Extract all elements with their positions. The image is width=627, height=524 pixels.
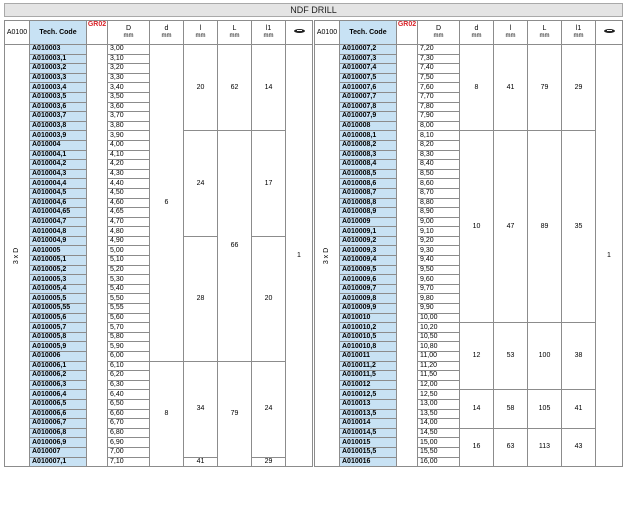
header-L-label: L (232, 25, 237, 32)
header-l-label: l (509, 25, 512, 32)
overall-length-L: 62 (218, 45, 252, 131)
tech-code: A010006,1 (30, 361, 87, 371)
tech-code: A010008,6 (340, 179, 397, 189)
tech-code: A010006,7 (30, 419, 87, 429)
header-d (460, 21, 494, 45)
diameter-D: 6,00 (108, 352, 150, 362)
tech-code: A010013 (340, 399, 397, 409)
diameter-D: 5,90 (108, 342, 150, 352)
tech-code: A010003,8 (30, 121, 87, 131)
header-l1-label: l1 (265, 25, 272, 32)
header-icon (286, 21, 313, 45)
overall-length-L: 113 (528, 428, 562, 466)
table-row (315, 45, 623, 55)
tech-code: A010010,5 (340, 332, 397, 342)
header-D-label: D (435, 25, 442, 32)
header-l-unit: mm (195, 33, 206, 39)
header-D-unit: mm (433, 33, 444, 39)
tech-code: A010009,3 (340, 246, 397, 256)
tech-code: A010003 (30, 45, 87, 55)
header-L-unit: mm (539, 33, 550, 39)
shank-d: 6 (150, 45, 184, 362)
header-l1-unit: mm (263, 33, 274, 39)
flute-length-l: 53 (494, 323, 528, 390)
diameter-D: 7,70 (418, 92, 460, 102)
diameter-D: 3,30 (108, 73, 150, 83)
tech-code: A010004 (30, 140, 87, 150)
tech-code: A010006,4 (30, 390, 87, 400)
tech-code: A010005,5 (30, 294, 87, 304)
diameter-D: 5,55 (108, 304, 150, 314)
diameter-D: 4,40 (108, 179, 150, 189)
diameter-D: 9,30 (418, 246, 460, 256)
tech-code: A010012,5 (340, 390, 397, 400)
header-l (184, 21, 218, 45)
flute-length-l: 41 (494, 45, 528, 131)
tech-code: A010007,8 (340, 102, 397, 112)
tech-code: A010007,1 (30, 457, 87, 467)
diameter-D: 5,70 (108, 323, 150, 333)
length-l1: 43 (562, 428, 596, 466)
diameter-D: 5,50 (108, 294, 150, 304)
tech-code: A010004,4 (30, 179, 87, 189)
tech-code: A010004,7 (30, 217, 87, 227)
tech-code: A010005,8 (30, 332, 87, 342)
tech-code: A010008,3 (340, 150, 397, 160)
grade-cell (397, 45, 418, 467)
series-code: A0100 (5, 21, 30, 45)
tech-code: A010008,2 (340, 140, 397, 150)
tech-code: A010005,1 (30, 256, 87, 266)
diameter-D: 7,30 (418, 54, 460, 64)
diameter-D: 4,80 (108, 227, 150, 237)
diameter-D: 9,00 (418, 217, 460, 227)
header-grade: GR02 (87, 21, 108, 45)
tech-code: A010015,5 (340, 447, 397, 457)
tech-code: A010008 (340, 121, 397, 131)
header-L-unit: mm (229, 33, 240, 39)
length-l1: 24 (252, 361, 286, 457)
tech-code: A010009,7 (340, 284, 397, 294)
flute-length-l: 63 (494, 428, 528, 466)
tech-code: A010009,5 (340, 265, 397, 275)
diameter-D: 3,40 (108, 83, 150, 93)
tech-code: A010004,3 (30, 169, 87, 179)
tech-code: A010003,3 (30, 73, 87, 83)
tech-code: A010013,5 (340, 409, 397, 419)
diameter-D: 6,30 (108, 380, 150, 390)
shank-d: 8 (150, 361, 184, 467)
tech-code: A010007,4 (340, 64, 397, 74)
tech-code: A010003,4 (30, 83, 87, 93)
diameter-D: 10,00 (418, 313, 460, 323)
diameter-D: 3,50 (108, 92, 150, 102)
diameter-D: 7,10 (108, 457, 150, 467)
side-label (315, 45, 340, 467)
diameter-D: 9,60 (418, 275, 460, 285)
flute-length-l: 47 (494, 131, 528, 323)
header-D (108, 21, 150, 45)
table-row (315, 323, 623, 333)
diameter-D: 7,90 (418, 112, 460, 122)
drill-table-left (4, 20, 312, 517)
diameter-D: 6,90 (108, 438, 150, 448)
diameter-D: 4,10 (108, 150, 150, 160)
tech-code: A010004,9 (30, 236, 87, 246)
tech-code: A010009,6 (340, 275, 397, 285)
tech-code: A010003,2 (30, 64, 87, 74)
series-code: A0100 (315, 21, 340, 45)
diameter-D: 5,60 (108, 313, 150, 323)
diameter-D: 13,00 (418, 399, 460, 409)
diameter-D: 7,20 (418, 45, 460, 55)
header-icon (596, 21, 623, 45)
diameter-D: 14,00 (418, 419, 460, 429)
tech-code: A010005,55 (30, 304, 87, 314)
header-l1-unit: mm (573, 33, 584, 39)
spec-table (314, 20, 623, 467)
shank-d: 8 (460, 45, 494, 131)
diameter-D: 3,00 (108, 45, 150, 55)
shank-d: 10 (460, 131, 494, 323)
diameter-D: 11,50 (418, 371, 460, 381)
diameter-D: 4,70 (108, 217, 150, 227)
diameter-D: 8,70 (418, 188, 460, 198)
side-label-text: 3 x D (13, 247, 20, 264)
tech-code: A010011,2 (340, 361, 397, 371)
tech-code: A010005,7 (30, 323, 87, 333)
drill-table-right (314, 20, 622, 517)
shank-d: 14 (460, 390, 494, 428)
tech-code: A010003,5 (30, 92, 87, 102)
length-l1: 41 (562, 390, 596, 428)
header-d-unit: mm (161, 33, 172, 39)
header-tech-code: Tech. Code (340, 21, 397, 45)
diameter-D: 6,50 (108, 399, 150, 409)
tech-code: A010004,5 (30, 188, 87, 198)
tech-code: A010009,8 (340, 294, 397, 304)
diameter-D: 9,70 (418, 284, 460, 294)
diameter-D: 9,80 (418, 294, 460, 304)
tech-code: A010003,1 (30, 54, 87, 64)
table-row (315, 428, 623, 438)
tech-code: A010005,3 (30, 275, 87, 285)
tech-code: A010007,3 (340, 54, 397, 64)
header-l1 (562, 21, 596, 45)
diameter-D: 4,60 (108, 198, 150, 208)
diameter-D: 8,40 (418, 160, 460, 170)
header-D (418, 21, 460, 45)
diameter-D: 8,10 (418, 131, 460, 141)
diameter-D: 6,10 (108, 361, 150, 371)
tech-code: A010012 (340, 380, 397, 390)
diameter-D: 6,70 (108, 419, 150, 429)
length-l1: 29 (562, 45, 596, 131)
diameter-D: 10,20 (418, 323, 460, 333)
diameter-D: 8,60 (418, 179, 460, 189)
diameter-D: 12,00 (418, 380, 460, 390)
length-l1: 14 (252, 45, 286, 131)
diameter-D: 6,80 (108, 428, 150, 438)
table-row (315, 131, 623, 141)
length-l1: 29 (252, 457, 286, 467)
diameter-D: 7,60 (418, 83, 460, 93)
tech-code: A010003,9 (30, 131, 87, 141)
tech-code: A010010 (340, 313, 397, 323)
length-l1: 38 (562, 323, 596, 390)
diameter-D: 4,50 (108, 188, 150, 198)
flute-length-l: 41 (184, 457, 218, 467)
spec-table (4, 20, 313, 467)
tech-code: A010005,4 (30, 284, 87, 294)
diameter-D: 8,30 (418, 150, 460, 160)
overall-length-L: 105 (528, 390, 562, 428)
diameter-D: 6,20 (108, 371, 150, 381)
diameter-D: 5,00 (108, 246, 150, 256)
tech-code: A010004,8 (30, 227, 87, 237)
side-label (5, 45, 30, 467)
flute-length-l: 34 (184, 361, 218, 457)
tech-code: A010009 (340, 217, 397, 227)
diameter-D: 9,20 (418, 236, 460, 246)
tech-code: A010007,6 (340, 83, 397, 93)
diameter-D: 7,00 (108, 447, 150, 457)
diameter-D: 5,40 (108, 284, 150, 294)
tech-code: A010009,2 (340, 236, 397, 246)
overall-length-L: 66 (218, 131, 252, 361)
diameter-D: 16,00 (418, 457, 460, 467)
overall-length-L: 79 (528, 45, 562, 131)
tech-code: A010006,5 (30, 399, 87, 409)
tech-code: A010009,1 (340, 227, 397, 237)
tech-code: A010006,9 (30, 438, 87, 448)
flute-length-l: 58 (494, 390, 528, 428)
tech-code: A010007,7 (340, 92, 397, 102)
flute-length-l: 28 (184, 236, 218, 361)
header-grade: GR02 (397, 21, 418, 45)
tech-code: A010007,9 (340, 112, 397, 122)
tech-code: A010004,6 (30, 198, 87, 208)
icon-value: 1 (286, 45, 313, 467)
diameter-D: 8,50 (418, 169, 460, 179)
diameter-D: 3,90 (108, 131, 150, 141)
shank-d: 16 (460, 428, 494, 466)
header-l-unit: mm (505, 33, 516, 39)
diameter-D: 14,50 (418, 428, 460, 438)
diameter-D: 5,10 (108, 256, 150, 266)
header-d (150, 21, 184, 45)
diameter-D: 6,60 (108, 409, 150, 419)
diameter-D: 15,50 (418, 447, 460, 457)
tech-code: A010008,9 (340, 208, 397, 218)
tech-code: A010003,7 (30, 112, 87, 122)
tech-code: A010004,1 (30, 150, 87, 160)
tech-code: A010009,4 (340, 256, 397, 266)
tech-code: A010008,5 (340, 169, 397, 179)
tech-code: A010008,7 (340, 188, 397, 198)
cutting-edge-icon (294, 28, 305, 34)
diameter-D: 4,30 (108, 169, 150, 179)
diameter-D: 8,20 (418, 140, 460, 150)
overall-length-L: 100 (528, 323, 562, 390)
tech-code: A010005 (30, 246, 87, 256)
header-D-label: D (125, 25, 132, 32)
tech-code: A010008,4 (340, 160, 397, 170)
tech-code: A010011 (340, 352, 397, 362)
shank-d: 12 (460, 323, 494, 390)
tech-code: A010011,5 (340, 371, 397, 381)
diameter-D: 3,70 (108, 112, 150, 122)
flute-length-l: 24 (184, 131, 218, 237)
tech-code: A010006,6 (30, 409, 87, 419)
diameter-D: 10,80 (418, 342, 460, 352)
length-l1: 17 (252, 131, 286, 237)
diameter-D: 3,60 (108, 102, 150, 112)
tech-code: A010005,9 (30, 342, 87, 352)
header-l-label: l (199, 25, 202, 32)
tech-code: A010010,8 (340, 342, 397, 352)
length-l1: 20 (252, 236, 286, 361)
header-L (218, 21, 252, 45)
tech-code: A010016 (340, 457, 397, 467)
tech-code: A010005,2 (30, 265, 87, 275)
diameter-D: 11,00 (418, 352, 460, 362)
diameter-D: 13,50 (418, 409, 460, 419)
table-row (5, 45, 313, 55)
side-label-text: 3 x D (323, 247, 330, 264)
length-l1: 35 (562, 131, 596, 323)
tech-code: A010006,8 (30, 428, 87, 438)
header-l1 (252, 21, 286, 45)
tech-code: A010010,2 (340, 323, 397, 333)
tech-code: A010004,2 (30, 160, 87, 170)
header-l (494, 21, 528, 45)
tech-code: A010004,65 (30, 208, 87, 218)
page-title: NDF DRILL (4, 3, 623, 17)
header-d-label: d (474, 25, 479, 32)
icon-value: 1 (596, 45, 623, 467)
tech-code: A010008,1 (340, 131, 397, 141)
diameter-D: 8,00 (418, 121, 460, 131)
diameter-D: 9,40 (418, 256, 460, 266)
cutting-edge-icon (604, 28, 615, 34)
diameter-D: 8,90 (418, 208, 460, 218)
overall-length-L: 89 (528, 131, 562, 323)
diameter-D: 9,90 (418, 304, 460, 314)
diameter-D: 6,40 (108, 390, 150, 400)
flute-length-l: 20 (184, 45, 218, 131)
diameter-D: 7,80 (418, 102, 460, 112)
diameter-D: 9,10 (418, 227, 460, 237)
tech-code: A010009,9 (340, 304, 397, 314)
diameter-D: 15,00 (418, 438, 460, 448)
diameter-D: 11,20 (418, 361, 460, 371)
tech-code: A010006 (30, 352, 87, 362)
table-row (315, 390, 623, 400)
table-row (5, 361, 313, 371)
diameter-D: 8,80 (418, 198, 460, 208)
tech-code: A010014,5 (340, 428, 397, 438)
tech-code: A010008,8 (340, 198, 397, 208)
tech-code: A010007,5 (340, 73, 397, 83)
diameter-D: 7,40 (418, 64, 460, 74)
header-D-unit: mm (123, 33, 134, 39)
diameter-D: 3,80 (108, 121, 150, 131)
tech-code: A010005,6 (30, 313, 87, 323)
tech-code: A010006,2 (30, 371, 87, 381)
diameter-D: 5,30 (108, 275, 150, 285)
tech-code: A010006,3 (30, 380, 87, 390)
tech-code: A010014 (340, 419, 397, 429)
header-L (528, 21, 562, 45)
diameter-D: 5,80 (108, 332, 150, 342)
diameter-D: 7,50 (418, 73, 460, 83)
header-tech-code: Tech. Code (30, 21, 87, 45)
header-L-label: L (542, 25, 547, 32)
diameter-D: 12,50 (418, 390, 460, 400)
diameter-D: 4,00 (108, 140, 150, 150)
diameter-D: 3,10 (108, 54, 150, 64)
header-d-label: d (164, 25, 169, 32)
diameter-D: 5,20 (108, 265, 150, 275)
diameter-D: 3,20 (108, 64, 150, 74)
diameter-D: 4,20 (108, 160, 150, 170)
grade-cell (87, 45, 108, 467)
tech-code: A010015 (340, 438, 397, 448)
diameter-D: 4,65 (108, 208, 150, 218)
diameter-D: 9,50 (418, 265, 460, 275)
tech-code: A010007,2 (340, 45, 397, 55)
header-l1-label: l1 (575, 25, 582, 32)
diameter-D: 4,90 (108, 236, 150, 246)
tech-code: A010007 (30, 447, 87, 457)
tech-code: A010003,6 (30, 102, 87, 112)
overall-length-L: 79 (218, 361, 252, 467)
header-d-unit: mm (471, 33, 482, 39)
diameter-D: 10,50 (418, 332, 460, 342)
